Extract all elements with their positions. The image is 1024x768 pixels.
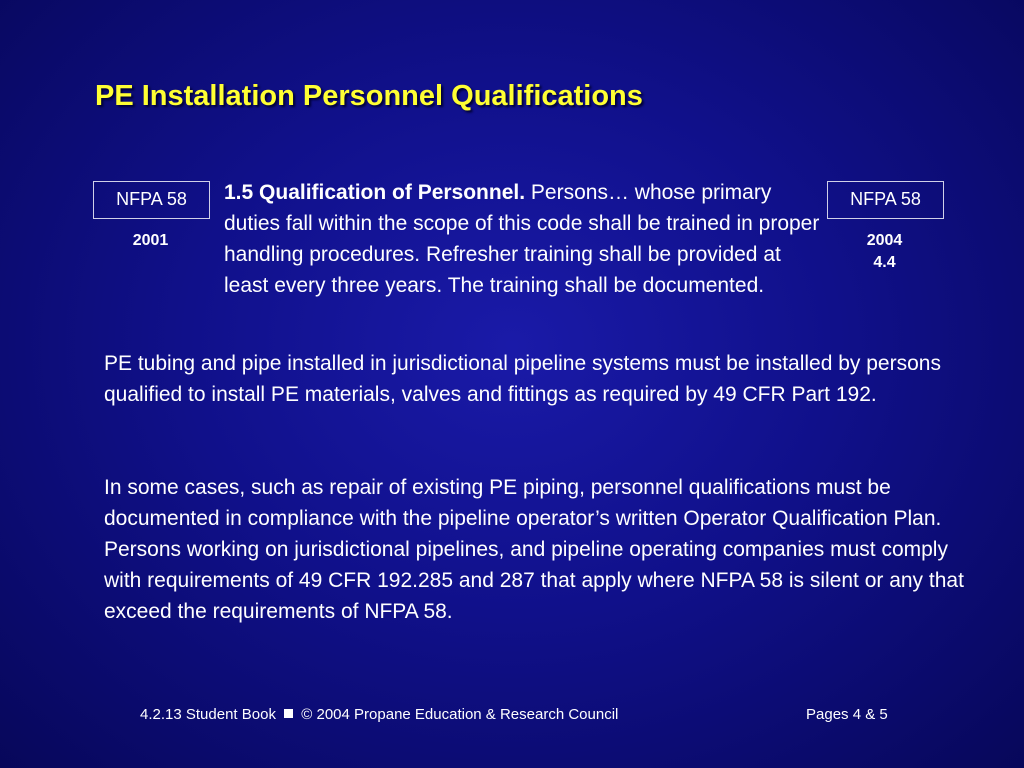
footer (140, 706, 618, 723)
nfpa-2001-box: NFPA 58 (93, 181, 210, 219)
footer-pages: Pages 4 & 5 (806, 706, 888, 723)
year-2001-label: 2001 (132, 232, 169, 249)
square-bullet-icon (284, 709, 293, 718)
nfpa-2004-year (827, 230, 942, 274)
section-label: 4.4 (873, 254, 896, 271)
quote-heading: 1.5 Qualification of Personnel. (224, 181, 526, 204)
nfpa-2004-box: NFPA 58 (827, 181, 944, 219)
quote-text: Persons… whose primary duties fall within the scope of this code shall be trained in proper handling procedures. Refresher training shall be provided at least every three years. The training shall be documented. (224, 181, 820, 297)
slide-title: PE Installation Personnel Qualifications (95, 80, 643, 112)
quote-block (224, 177, 824, 301)
body-paragraph-2: In some cases, such as repair of existing PE piping, personnel qualifications must be documented in compliance with the pipeline operator’s written Operator Qualification Plan. Persons working on jurisdictional pipelines, and pipeline operating companies must comply with requirements of 49 CFR 192.285 and 287 that apply where NFPA 58 is silent or any that exceed the requirements of NFPA 58. (104, 476, 964, 623)
year-2004-label: 2004 (866, 232, 903, 249)
footer-copyright: © 2004 Propane Education & Research Council (301, 706, 619, 723)
nfpa-2001-year (93, 230, 208, 252)
footer-book-label: 4.2.13 Student Book (140, 706, 276, 723)
body-paragraph-1: PE tubing and pipe installed in jurisdictional pipeline systems must be installed by persons qualified to install PE materials, valves and fittings as required by 49 CFR Part 192. (104, 352, 941, 406)
